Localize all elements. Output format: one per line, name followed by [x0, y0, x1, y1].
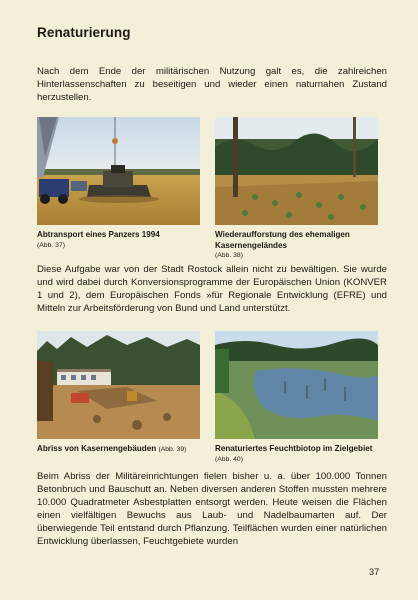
page-number: 37	[369, 567, 380, 577]
caption-text: Renaturiertes Feuchtbiotop im Zielgebiet	[215, 444, 373, 453]
figure-caption	[215, 230, 380, 262]
figure-caption	[37, 230, 202, 251]
figure-reference: (Abb. 40)	[215, 455, 243, 463]
photo-reforestation	[215, 117, 378, 225]
figure-reference: (Abb. 37)	[37, 241, 65, 249]
caption-text: Abriss von Kasernengebäuden	[37, 444, 157, 453]
photo-demolition	[37, 331, 200, 439]
paragraph-intro: Nach dem Ende der militärischen Nutzung galt es, die zahlreichen Hinterlassenschaften zu beseitigen und wieder einen naturnahen Zustand herzustellen.	[37, 66, 387, 103]
caption-text: Wiederaufforstung des ehemaligen Kasernengeländes	[215, 230, 350, 250]
paragraph-results: Beim Abriss der Militäreinrichtungen fielen bisher u. a. über 100.000 Tonnen Betonbruch und Bauschutt an. Neben diversen anderen Stoffen mussten mehrere 10.000 Quadratmeter Asbestplatten entsorgt werden. Heute weisen die Flächen einen vielfältigen Bewuchs aus Laub- und Nadelbaumarten auf. Der überwiegende Teil entstand durch Pflanzung. Teilflächen wurden einer natürlichen Entwicklung überlassen, Feuchtgebiete wurden	[37, 471, 387, 547]
figure-caption	[215, 444, 380, 465]
paragraph-funding: Diese Aufgabe war von der Stadt Rostock allein nicht zu bewältigen. Sie wurde und wird dabei durch Konversionsprogramme der Europäischen Union (KONVER 1 und 2), dem Europäischen Fonds »für Regionale Entwicklung (EFRE) und Mitteln zur Arbeitsförderung von Bund und Land unterstützt.	[37, 264, 387, 314]
figure-reference: (Abb. 39)	[158, 446, 187, 453]
figure-reference: (Abb. 38)	[215, 252, 243, 260]
caption-text: Abtransport eines Panzers 1994	[37, 230, 160, 239]
photo-tank-transport	[37, 117, 200, 225]
figure-caption	[37, 444, 202, 456]
section-heading: Renaturierung	[37, 25, 131, 40]
photo-wetland	[215, 331, 378, 439]
